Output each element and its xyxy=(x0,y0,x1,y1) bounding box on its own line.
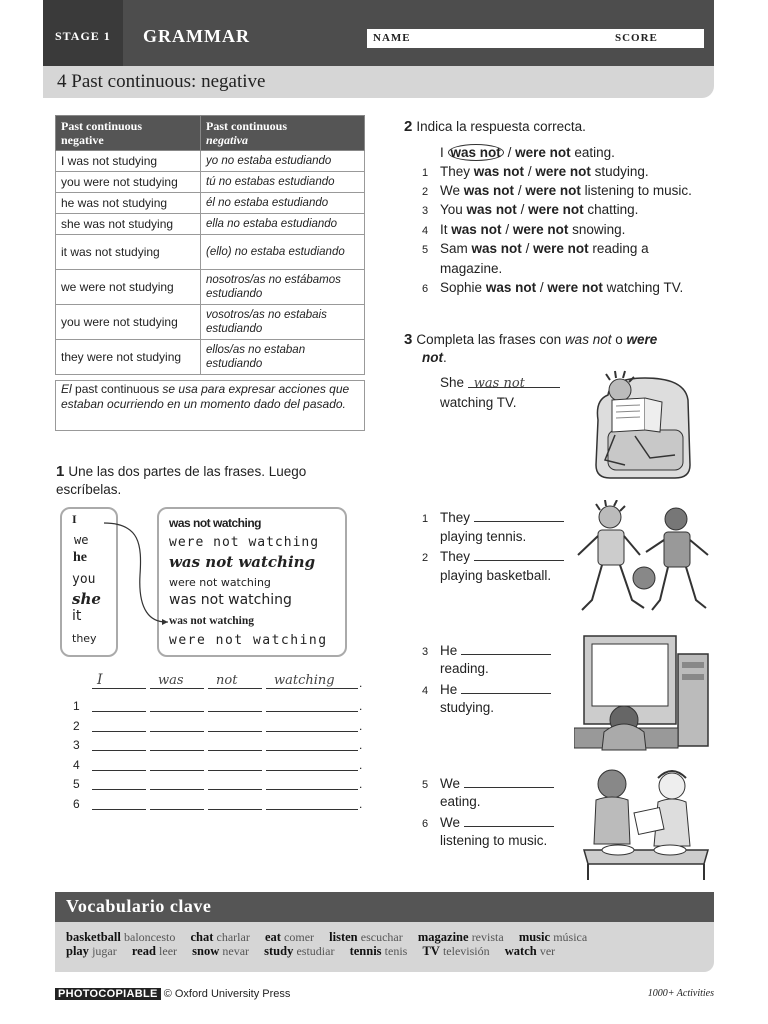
grammar-table xyxy=(55,115,365,375)
table-header-spanish: Past continuous negativa xyxy=(201,116,365,151)
predicate-phrase: was not watching xyxy=(169,615,254,627)
table-row xyxy=(56,305,365,340)
unit-number: 4 xyxy=(57,71,67,92)
unit-title xyxy=(57,71,265,93)
example-word: not xyxy=(216,673,238,688)
circled-answer: was not xyxy=(448,144,504,161)
ex2-example: I was not / were not eating. xyxy=(440,145,615,160)
table-cell: ellos/as no estaban estudiando xyxy=(201,340,365,375)
table-row xyxy=(56,193,365,214)
table-row xyxy=(56,151,365,172)
table-cell: we were not studying xyxy=(56,270,201,305)
vocabulary-panel xyxy=(55,892,714,972)
subject-word: he xyxy=(73,550,87,565)
ex3-instruction: 3 Completa las frases con was not o were not. xyxy=(404,331,658,365)
girls-eating-illustration xyxy=(578,764,714,884)
table-cell: tú no estabas estudiando xyxy=(201,172,365,193)
predicate-phrase: were not watching xyxy=(169,576,271,589)
ex1-instruction: 1 Une las dos partes de las frases. Luego escríbelas. xyxy=(56,463,307,497)
stage-label: STAGE 1 xyxy=(43,0,123,66)
ex1-example-connector xyxy=(100,515,170,627)
predicate-phrase: was not watching xyxy=(169,592,292,608)
ex2-item[interactable]: 2 We was not / were not listening to music. xyxy=(422,183,692,198)
ex2-item[interactable]: 3 You was not / were not chatting. xyxy=(422,202,639,217)
ex3-item[interactable]: 6 We xyxy=(422,813,554,833)
predicate-phrase: was not watching xyxy=(169,553,316,571)
ex1-answer-row[interactable]: 4 . xyxy=(73,758,363,772)
ex3-item-rest: studying. xyxy=(440,700,495,715)
table-cell: you were not studying xyxy=(56,172,201,193)
table-row xyxy=(56,270,365,305)
table-cell: él no estaba estudiando xyxy=(201,193,365,214)
boy-at-computer-illustration xyxy=(574,632,714,752)
score-label: SCORE xyxy=(615,32,658,44)
footer-series: 1000+ Activities xyxy=(647,988,714,999)
table-cell: it was not studying xyxy=(56,235,201,270)
worksheet-header xyxy=(43,0,714,66)
predicate-phrase: were not watching xyxy=(169,633,328,648)
girl-watching-tv-illustration xyxy=(590,370,700,485)
example-word: watching xyxy=(274,673,335,688)
ex3-item-rest: playing basketball. xyxy=(440,568,552,583)
ex2-item[interactable]: 6 Sophie was not / were not watching TV. xyxy=(422,280,684,295)
name-label: NAME xyxy=(373,32,411,44)
table-cell: they were not studying xyxy=(56,340,201,375)
predicate-phrase: was not watching xyxy=(169,516,262,530)
name-score-box xyxy=(367,29,704,48)
ex3-item[interactable]: 3 He xyxy=(422,641,551,661)
vocabulary-line-1: basketball baloncesto chat charlar eat comer listen escuchar magazine revista music música xyxy=(66,930,588,944)
table-cell: he was not studying xyxy=(56,193,201,214)
ex3-item-rest: listening to music. xyxy=(440,833,548,848)
unit-title-bar xyxy=(43,66,714,98)
ex2-item[interactable]: 5 Sam was not / were not reading a xyxy=(422,241,649,256)
grammar-note: El past continuous se usa para expresar acciones que estaban ocurriendo en un momento dado del pasado. xyxy=(55,380,365,431)
ex3-item[interactable]: 5 We xyxy=(422,774,554,794)
ex1-answer-row[interactable]: 1 . xyxy=(73,699,363,713)
example-word: was xyxy=(158,673,184,688)
ex3-item-rest: eating. xyxy=(440,794,481,809)
ex1-answer-row[interactable]: 2 . xyxy=(73,719,363,733)
ex3-item-rest: playing tennis. xyxy=(440,529,527,544)
table-cell: you were not studying xyxy=(56,305,201,340)
table-row xyxy=(56,214,365,235)
subject-word: you xyxy=(72,572,96,587)
table-cell: (ello) no estaba estudiando xyxy=(201,235,365,270)
section-title: GRAMMAR xyxy=(143,26,250,46)
table-cell: she was not studying xyxy=(56,214,201,235)
predicate-phrase: were not watching xyxy=(169,535,320,550)
unit-title-text: Past continuous: negative xyxy=(71,71,266,92)
photocopiable-badge: PHOTOCOPIABLE xyxy=(55,988,161,1000)
ex3-item[interactable]: 1 They xyxy=(422,508,564,528)
table-row xyxy=(56,172,365,193)
ex3-example-rest: watching TV. xyxy=(440,395,517,410)
ex1-answer-row[interactable]: 5 . xyxy=(73,777,363,791)
subject-word: I xyxy=(72,512,77,526)
ex3-item[interactable]: 4 He xyxy=(422,680,551,700)
subject-word: they xyxy=(72,632,97,645)
ex2-item[interactable]: 4 It was not / were not snowing. xyxy=(422,222,626,237)
table-cell: ella no estaba estudiando xyxy=(201,214,365,235)
table-row xyxy=(56,235,365,270)
ex1-answer-row[interactable]: 3 . xyxy=(73,738,363,752)
table-cell: I was not studying xyxy=(56,151,201,172)
ex1-answer-row[interactable]: 6 . xyxy=(73,797,363,811)
table-header-row xyxy=(56,116,365,151)
ex3-example-answer: was not xyxy=(473,376,525,391)
ex1-example-row: I was not watching . xyxy=(73,674,365,692)
table-cell: yo no estaba estudiando xyxy=(201,151,365,172)
subject-word: it xyxy=(72,608,82,624)
table-cell: nosotros/as no estábamos estudiando xyxy=(201,270,365,305)
table-header-english: Past continuous negative xyxy=(56,116,201,151)
vocabulary-title-bar xyxy=(55,892,714,922)
ex3-item-rest: reading. xyxy=(440,661,489,676)
footer-copyright: PHOTOCOPIABLE © Oxford University Press xyxy=(55,988,290,1000)
vocabulary-title: Vocabulario clave xyxy=(66,896,212,916)
table-row xyxy=(56,340,365,375)
boys-playing-basketball-illustration xyxy=(572,500,714,622)
ex3-item[interactable]: 2 They xyxy=(422,547,564,567)
subject-word: she xyxy=(72,590,101,608)
vocabulary-line-2: play jugar read leer snow nevar study estudiar tennis tenis TV televisión watch ver xyxy=(66,944,556,958)
ex2-item[interactable]: 1 They was not / were not studying. xyxy=(422,164,649,179)
example-word: I xyxy=(97,672,103,688)
subject-word: we xyxy=(74,533,89,547)
ex2-instruction: 2 Indica la respuesta correcta. xyxy=(404,118,586,135)
ex3-example: She was not xyxy=(440,374,560,392)
table-cell: vosotros/as no estabais estudiando xyxy=(201,305,365,340)
ex2-item-continued: magazine. xyxy=(440,261,503,276)
